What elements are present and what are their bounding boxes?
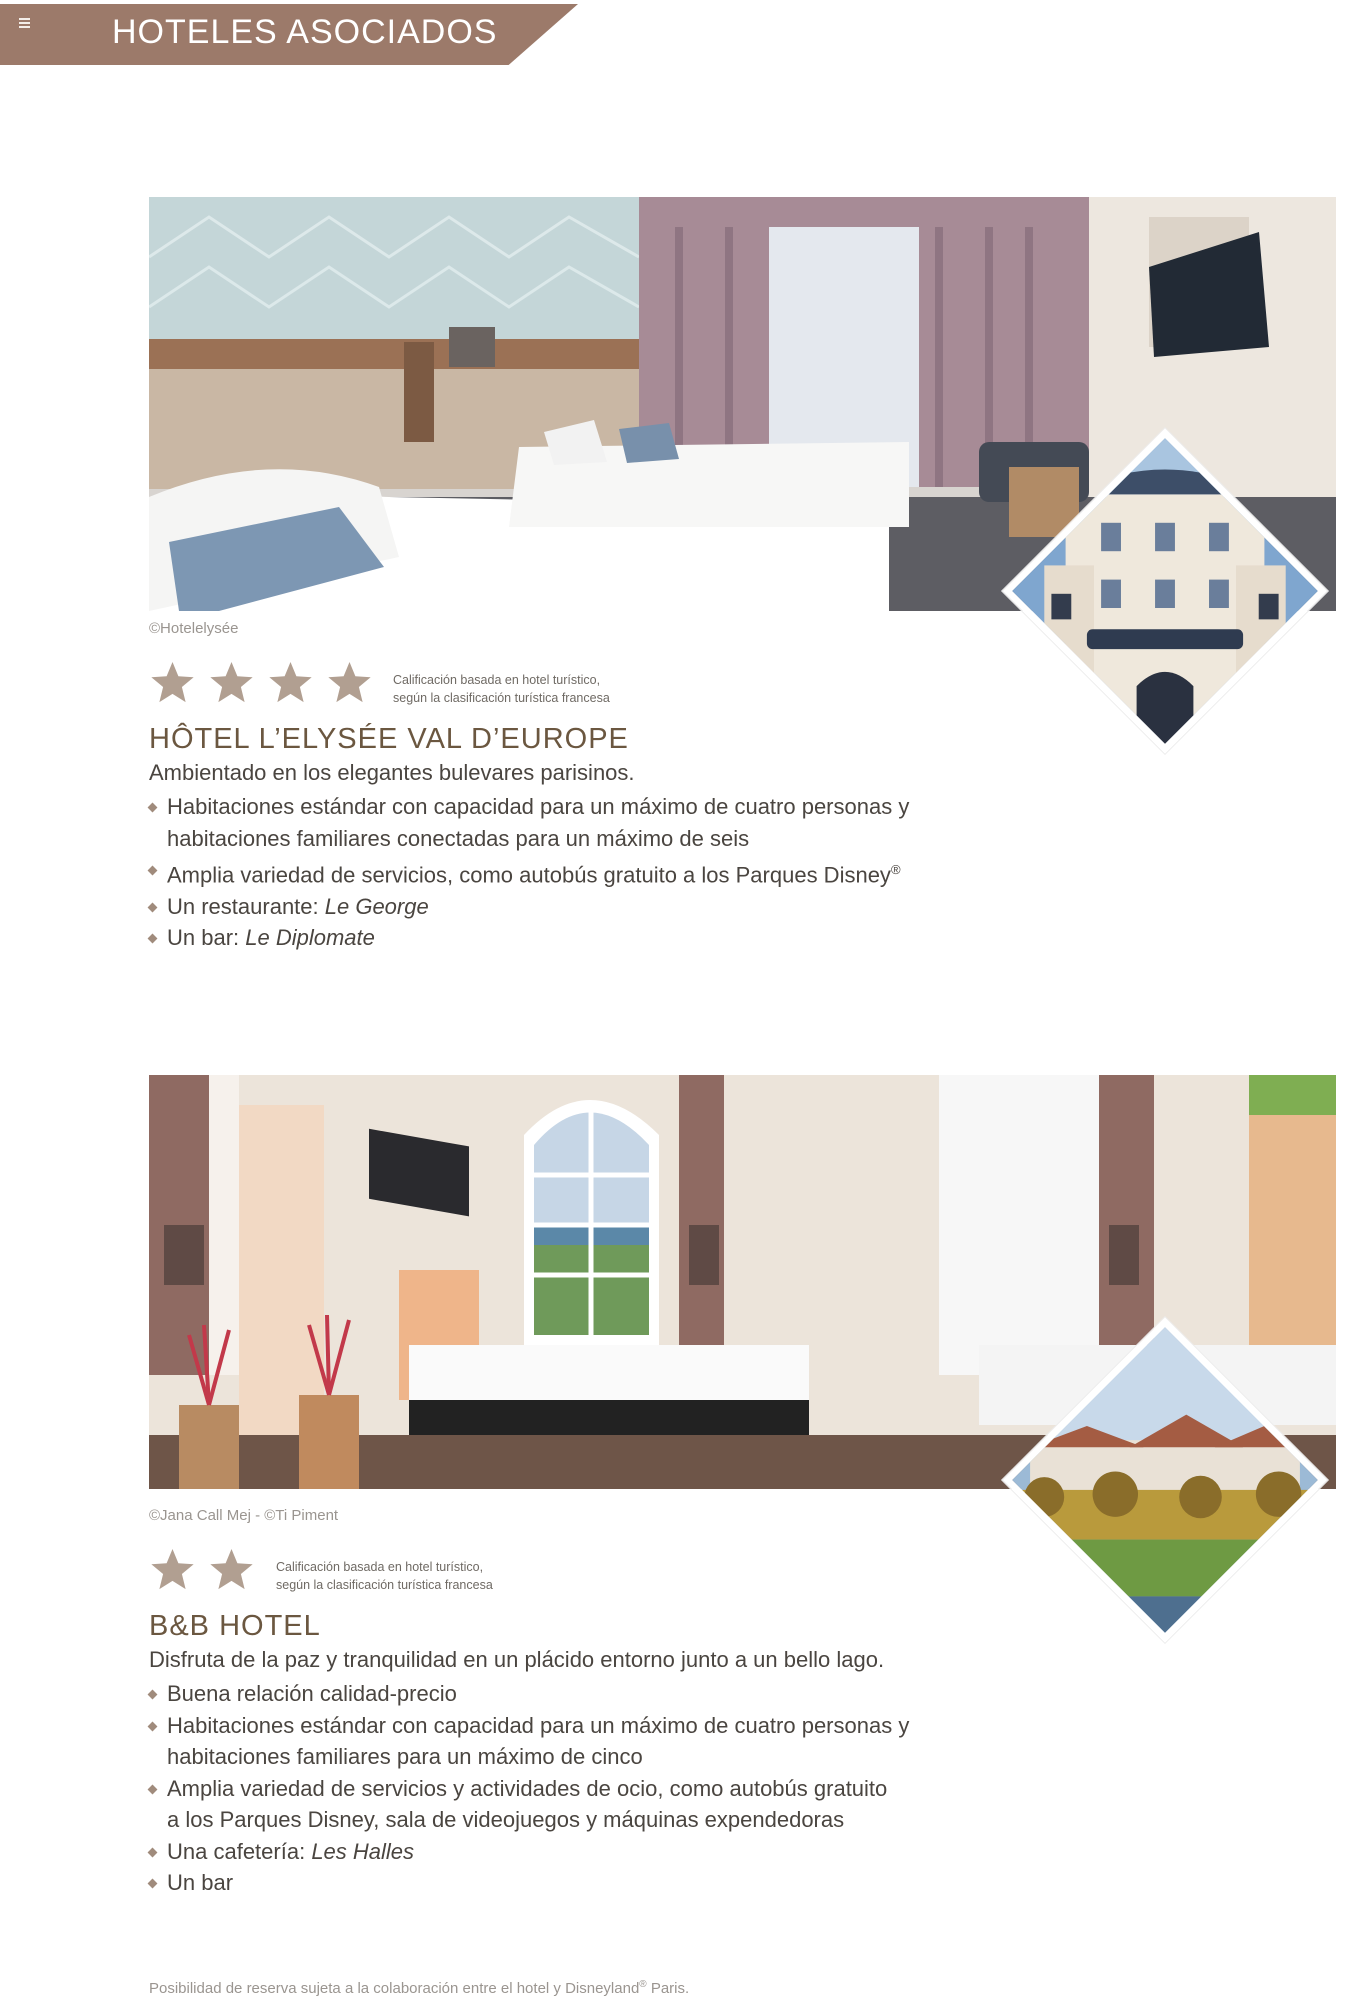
list-item-text: a los Parques Disney, sala de videojuegos y máquinas expendedoras [167,1807,845,1832]
hotel-intro: Ambientado en los elegantes bulevares parisinos. [149,760,635,785]
hotel-intro: Disfruta de la paz y tranquilidad en un plácido entorno junto a un bello lago. [149,1647,885,1672]
list-item-text: Una cafetería: [167,1838,312,1864]
list-item-text: habitaciones familiares para un máximo de cinco [167,1744,643,1769]
footer-text: Posibilidad de reserva sujeta a la colaboración entre el hotel y Disneyland [149,1980,640,1997]
cafe-name: Les Halles [311,1838,415,1864]
list-item [149,1773,909,1836]
list-item [149,791,909,854]
star-icon [149,1546,196,1593]
bar-name: Le Diplomate [245,925,375,951]
list-item-text: Un restaurante: [167,893,325,919]
list-item [149,1836,909,1868]
photo-credit: ©Hotelelysée [149,620,239,637]
rating-note [393,671,610,707]
star-icon [208,1546,255,1593]
list-item-text: Un bar [167,1870,234,1895]
rating-note [276,1558,493,1594]
list-item [149,922,909,954]
list-item [149,854,909,891]
footer-text-tail: Paris. [646,1980,690,1997]
star-icon [326,659,373,706]
list-item-text: Un bar: [167,925,246,951]
rating-note-line: Calificación basada en hotel turístico, [276,1560,484,1574]
restaurant-name: Le George [324,893,429,919]
list-item [149,1867,909,1899]
rating-note-line: según la clasificación turística francesa [276,1578,493,1592]
list-item [149,1710,909,1773]
list-item-text: Habitaciones estándar con capacidad para un máximo de cuatro personas y [167,794,910,819]
hotel-name: HÔTEL L’ELYSÉE VAL D’EUROPE [149,723,629,755]
star-icon [149,659,196,706]
menu-icon[interactable] [19,18,30,28]
registered-mark: ® [890,862,901,877]
registered-mark: ® [639,1979,647,1990]
list-item-text: Habitaciones estándar con capacidad para un máximo de cuatro personas y [167,1712,910,1738]
amenities-list [149,1678,909,1899]
hotel-name: B&B HOTEL [149,1610,321,1642]
rating-stars [149,659,373,706]
list-item-text: Amplia variedad de servicios y actividades de ocio, como autobús gratuito [167,1775,888,1801]
list-item-text: habitaciones familiares conectadas para un máximo de seis [167,825,750,851]
list-item-text: Buena relación calidad-precio [167,1681,457,1706]
list-item [149,891,909,923]
photo-credit: ©Jana Call Mej - ©Ti Piment [149,1507,339,1524]
list-item [149,1678,909,1710]
footer-note [149,1979,689,1997]
star-icon [208,659,255,706]
section-title: HOTELES ASOCIADOS [112,13,498,51]
rating-stars [149,1546,255,1593]
rating-note-line: según la clasificación turística francesa [393,691,610,705]
list-item-text: Amplia variedad de servicios, como autobús gratuito a los Parques Disney [167,862,891,888]
star-icon [267,659,314,706]
rating-note-line: Calificación basada en hotel turístico, [393,673,601,687]
amenities-list [149,791,909,954]
